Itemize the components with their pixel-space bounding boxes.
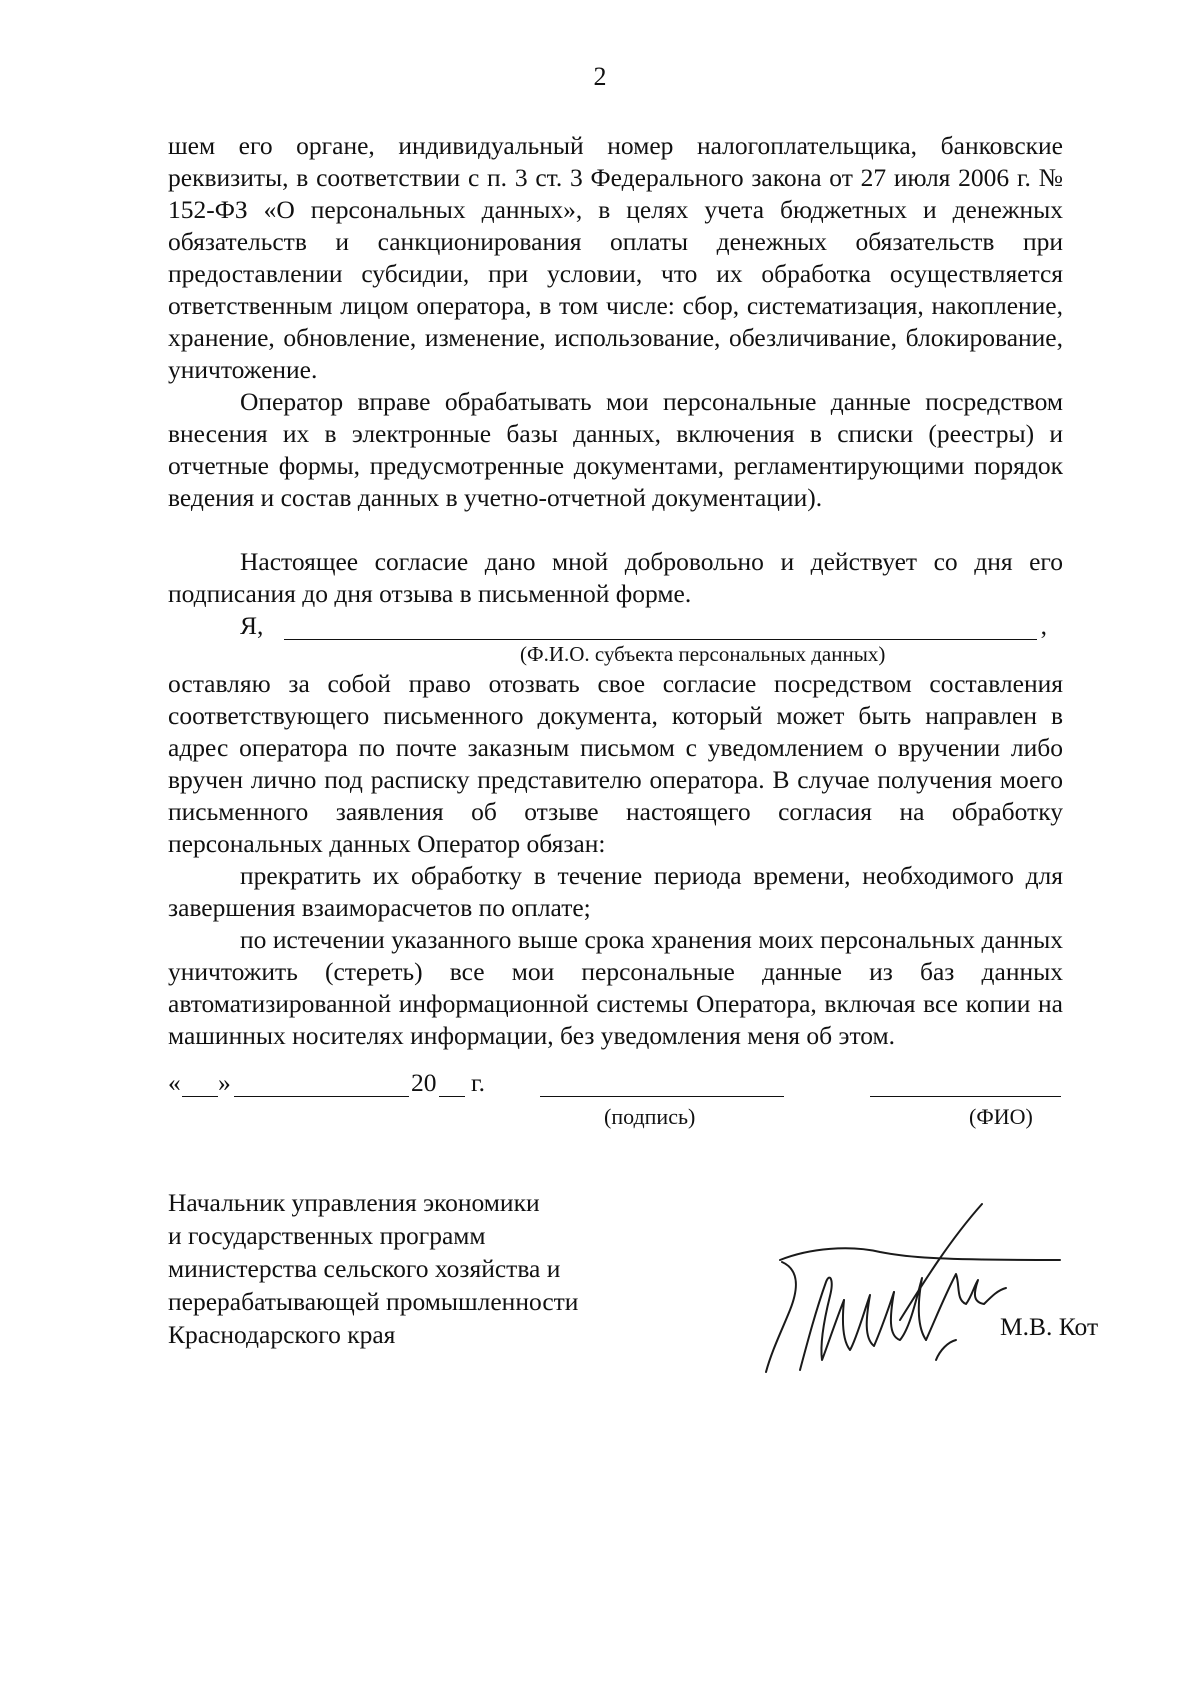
signature-blank[interactable] bbox=[540, 1096, 784, 1097]
subject-comma: , bbox=[1040, 611, 1047, 640]
signatory-title-line: Краснодарского края bbox=[168, 1320, 396, 1349]
signatory-title-line: Начальник управления экономики bbox=[168, 1188, 540, 1217]
signatory-name: М.В. Кот bbox=[1000, 1312, 1099, 1341]
date-close-quote: » bbox=[218, 1068, 231, 1097]
month-blank[interactable] bbox=[234, 1096, 409, 1097]
date-open-quote: « bbox=[168, 1068, 181, 1097]
fio-caption: (ФИО) bbox=[969, 1104, 1033, 1129]
subject-label: Я, bbox=[240, 611, 264, 640]
fio-blank[interactable] bbox=[870, 1096, 1061, 1097]
signatory-title-line: и государственных программ bbox=[168, 1221, 486, 1250]
paragraph-withdrawal-right: оставляю за собой право отозвать свое согласие посредством составления соответствующего письменного документа, который может быть направлен в адрес оператора по почте заказным письмом с уведомлением о вручении либо вручен лично под расписку представителю оператора. В случае получения моего письменного заявления об отзыве настоящего согласия на обработку персональных данных Оператор обязан: bbox=[168, 669, 1063, 858]
signatory-title-block bbox=[168, 1186, 578, 1351]
paragraph-personal-data-purposes: шем его органе, индивидуальный номер налогоплательщика, банковские реквизиты, в соответствии с п. 3 ст. 3 Федерального закона от 27 июля 2006 г. № 152-ФЗ «О персональных данных», в целях учета бюджетных и денежных обязательств и санкционирования оплаты денежных обязательств при предоставлении субсидии, при условии, что их обработка осуществляется ответственным лицом оператора, в том числе: сбор, систематизация, накопление, хранение, обновление, изменение, использование, обезличивание, блокирование, уничтожение. bbox=[168, 131, 1063, 384]
subject-name-line bbox=[168, 610, 1063, 642]
year-prefix: 20 bbox=[411, 1068, 437, 1097]
subject-name-caption: (Ф.И.О. субъекта персональных данных) bbox=[520, 642, 886, 666]
day-blank[interactable] bbox=[182, 1096, 218, 1097]
date-signature-row bbox=[168, 1068, 1068, 1108]
paragraph-stop-processing: прекратить их обработку в течение периода времени, необходимого для завершения взаиморасчетов по оплате; bbox=[168, 861, 1063, 922]
signature-caption: (подпись) bbox=[604, 1104, 696, 1129]
paragraph-destroy-data: по истечении указанного выше срока хранения моих персональных данных уничтожить (стереть) все мои персональные данные из баз данных автоматизированной информационной системы Оператора, включая все копии на машинных носителях информации, без уведомления меня об этом. bbox=[168, 925, 1063, 1050]
paragraph-spacer bbox=[168, 514, 1063, 546]
year-suffix: г. bbox=[471, 1068, 485, 1097]
subject-name-blank[interactable] bbox=[284, 639, 1037, 640]
year-blank[interactable] bbox=[439, 1096, 465, 1097]
handwritten-signature bbox=[760, 1200, 1070, 1380]
signatory-title-line: министерства сельского хозяйства и bbox=[168, 1254, 561, 1283]
paragraph-consent-validity: Настоящее согласие дано мной добровольно и действует со дня его подписания до дня отзыва в письменной форме. bbox=[168, 547, 1063, 608]
page-number: 2 bbox=[593, 62, 607, 91]
paragraph-operator-rights: Оператор вправе обрабатывать мои персональные данные посредством внесения их в электронные базы данных, включения в списки (реестры) и отчетные формы, предусмотренные документами, регламентирующими порядок ведения и состав данных в учетно-отчетной документации). bbox=[168, 387, 1063, 512]
document-body bbox=[168, 130, 1063, 1052]
signatory-title-line: перерабатывающей промышленности bbox=[168, 1287, 579, 1316]
